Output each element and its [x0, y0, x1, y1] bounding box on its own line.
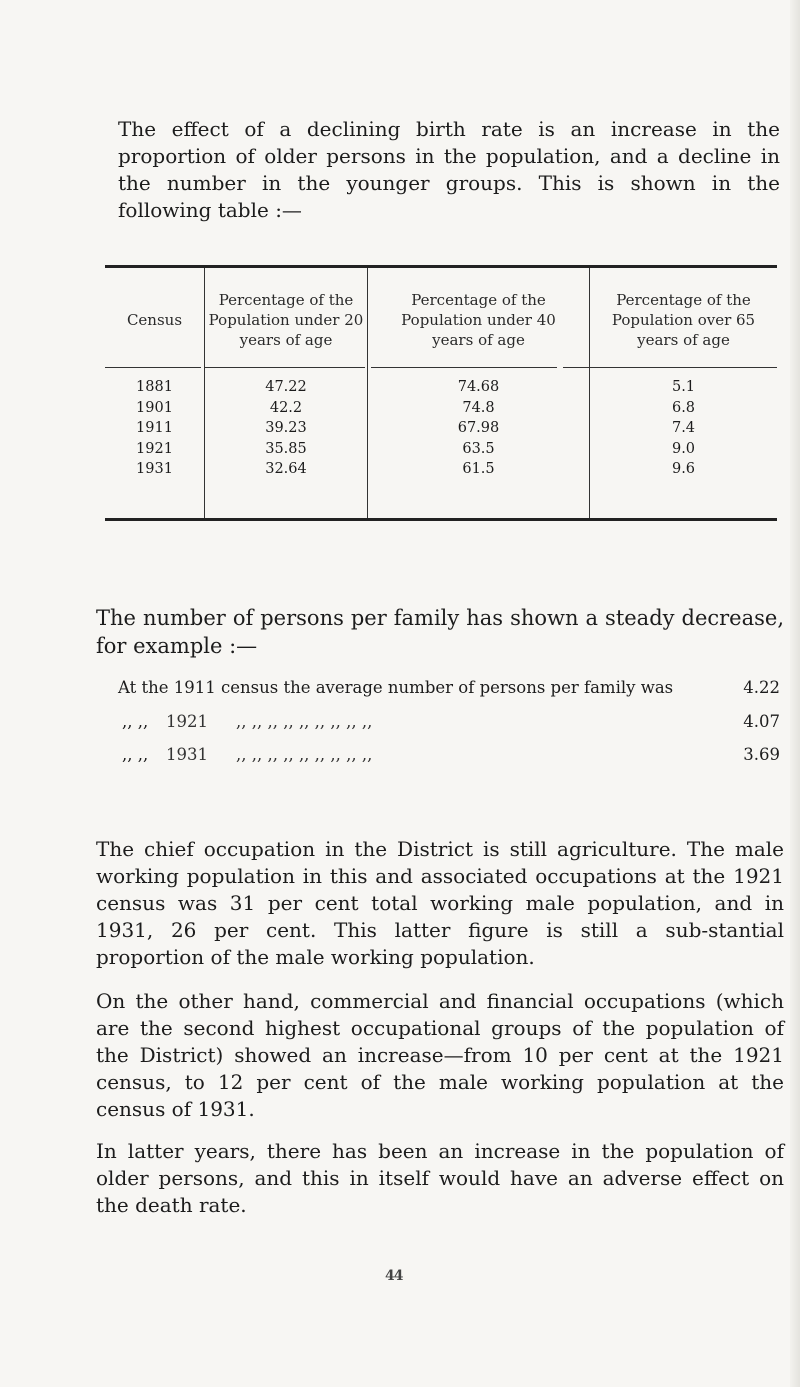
table-cell: 32.64 [265, 461, 307, 477]
table-cell: 35.85 [265, 440, 307, 457]
header-rule [105, 367, 201, 368]
table-cell: 63.5 [462, 440, 495, 457]
table-cell: 61.5 [462, 461, 495, 477]
family-row-1931 [118, 745, 780, 769]
table-cell: 39.23 [265, 420, 307, 436]
table-cell: 1921 [136, 440, 173, 457]
header-under-20: Percentage of the Population under 20 years of age [208, 291, 364, 349]
family-row-year: 1931 [166, 745, 208, 764]
table-cell: 9.6 [671, 461, 696, 477]
ditto-marks: ,, ,, ,, ,, ,, ,, ,, ,, ,, [236, 712, 373, 731]
ditto-prefix: ,, ,, [122, 712, 149, 731]
header-rule [205, 367, 365, 368]
family-row-1921 [118, 712, 780, 736]
family-row-1911 [118, 678, 780, 702]
header-over-65: Percentage of the Population over 65 years of age [611, 291, 756, 349]
header-rule [563, 367, 777, 368]
family-row-value: 4.07 [743, 712, 780, 731]
occupation-paragraph: The chief occupation in the District is still agriculture. The male working population in this and associated occupations at the 1921 census was 31 per cent total working male population, and in 1931, 26 per cent. This latter figure is still a sub-stantial proportion of the male working population. [96, 837, 784, 969]
table-cell: 67.98 [457, 420, 500, 436]
table-top-rule [105, 265, 777, 268]
family-row-year: 1921 [166, 712, 208, 731]
table-cell: 1881 [136, 379, 173, 395]
header-rule [371, 367, 557, 368]
header-under-40: Percentage of the Population under 40 years of age [401, 291, 556, 349]
table-cell: 74.68 [457, 379, 500, 395]
table-cell: 74.8 [462, 399, 495, 416]
table-cell: 47.22 [265, 379, 307, 395]
ditto-marks: ,, ,, ,, ,, ,, ,, ,, ,, ,, [236, 745, 373, 764]
family-row-value: 3.69 [743, 745, 780, 764]
later-years-paragraph: In latter years, there has been an increase in the population of older persons, and this in itself would have an adverse effect on the death rate. [96, 1139, 784, 1217]
header-census: Census [126, 311, 183, 329]
table-cell: 6.8 [671, 399, 696, 416]
family-row-value: 4.22 [743, 678, 780, 697]
table-cell: 1911 [136, 420, 173, 436]
intro-paragraph: The effect of a declining birth rate is an increase in the proportion of older persons in the population, and a decline in the number in the younger groups. This is shown in the following table :— [118, 117, 780, 222]
table-cell: 42.2 [269, 399, 303, 416]
table-bottom-rule [105, 518, 777, 521]
census-table [105, 265, 777, 521]
table-cell: 1931 [136, 461, 173, 477]
family-paragraph: The number of persons per family has shown a steady decrease, for example :— [96, 606, 784, 658]
page-edge [790, 0, 800, 1387]
ditto-prefix: ,, ,, [122, 745, 149, 764]
table-cell: 1901 [136, 399, 173, 416]
column-over-65 [590, 377, 777, 480]
table-cell: 5.1 [671, 379, 696, 395]
family-row-label: At the 1911 census the average number of persons per family was [118, 678, 674, 697]
column-census-years [105, 377, 204, 480]
table-cell: 9.0 [671, 440, 696, 457]
page-number: 44 [385, 1268, 403, 1284]
column-under-40 [368, 377, 589, 480]
table-cell: 7.4 [671, 420, 696, 436]
commercial-paragraph: On the other hand, commercial and financial occupations (which are the second highest occupational groups of the population of the District) showed an increase—from 10 per cent at the 1921 census, to 12 per cent of the male working population at the census of 1931. [96, 989, 784, 1121]
column-under-20 [205, 377, 367, 480]
